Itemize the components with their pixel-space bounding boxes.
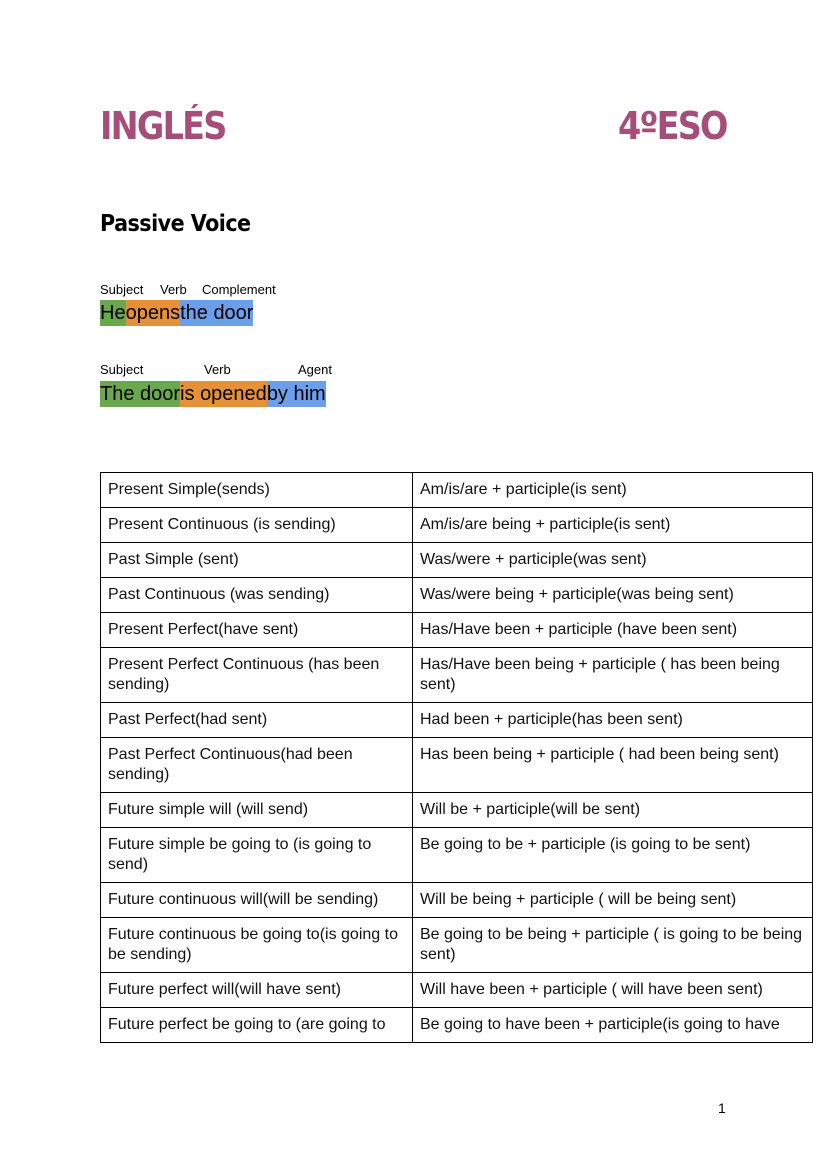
passive-labels	[100, 362, 360, 378]
label-subject: Subject	[100, 362, 144, 377]
passive-form-cell: Be going to be + participle (is going to be sent)	[413, 828, 813, 883]
active-subject: He	[100, 302, 126, 324]
passive-form-cell: Will have been + participle ( will have been sent)	[413, 973, 813, 1008]
passive-form-cell: Has/Have been + participle (have been sent)	[413, 613, 813, 648]
passive-form-cell: Am/is/are + participle(is sent)	[413, 473, 813, 508]
active-tense-cell: Future continuous be going to(is going to be sending)	[101, 918, 413, 973]
table-row	[101, 473, 813, 508]
active-tense-cell: Present Perfect(have sent)	[101, 613, 413, 648]
passive-form-cell: Am/is/are being + participle(is sent)	[413, 508, 813, 543]
table-row	[101, 578, 813, 613]
passive-verb: is opened	[180, 383, 267, 405]
table-row	[101, 738, 813, 793]
table-row	[101, 613, 813, 648]
table-row	[101, 648, 813, 703]
table-row	[101, 543, 813, 578]
active-tense-cell: Future simple be going to (is going to send)	[101, 828, 413, 883]
active-tense-cell: Present Simple(sends)	[101, 473, 413, 508]
active-tense-cell: Past Simple (sent)	[101, 543, 413, 578]
active-tense-cell: Past Continuous (was sending)	[101, 578, 413, 613]
active-tense-cell: Future simple will (will send)	[101, 793, 413, 828]
label-verb: Verb	[160, 282, 187, 297]
table-row	[101, 973, 813, 1008]
passive-form-cell: Will be + participle(will be sent)	[413, 793, 813, 828]
active-tense-cell: Future continuous will(will be sending)	[101, 883, 413, 918]
table-row	[101, 828, 813, 883]
table-row	[101, 918, 813, 973]
label-verb: Verb	[204, 362, 231, 377]
passive-form-cell: Will be being + participle ( will be being sent)	[413, 883, 813, 918]
table-row	[101, 1008, 813, 1043]
label-agent: Agent	[298, 362, 332, 377]
passive-sentence	[100, 381, 326, 407]
table-row	[101, 793, 813, 828]
table-row	[101, 508, 813, 543]
active-complement: the door	[180, 302, 254, 324]
active-tense-cell: Future perfect will(will have sent)	[101, 973, 413, 1008]
passive-form-cell: Was/were being + participle(was being sent)	[413, 578, 813, 613]
active-sentence	[100, 300, 253, 326]
passive-form-cell: Has been being + participle ( had been being sent)	[413, 738, 813, 793]
label-complement: Complement	[202, 282, 276, 297]
passive-subject: The door	[100, 383, 181, 405]
passive-form-cell: Be going to be being + participle ( is going to be being sent)	[413, 918, 813, 973]
active-verb: opens	[125, 302, 181, 324]
active-tense-cell: Present Continuous (is sending)	[101, 508, 413, 543]
active-tense-cell: Past Perfect Continuous(had been sending)	[101, 738, 413, 793]
level-title: 4ºESO	[618, 104, 727, 148]
passive-form-cell: Had been + participle(has been sent)	[413, 703, 813, 738]
passive-form-cell: Was/were + participle(was sent)	[413, 543, 813, 578]
section-heading: Passive Voice	[100, 211, 251, 237]
page-number: 1	[718, 1100, 726, 1116]
passive-form-cell: Be going to have been + participle(is going to have	[413, 1008, 813, 1043]
label-subject: Subject	[100, 282, 144, 297]
tense-table	[100, 472, 813, 1043]
active-labels	[100, 282, 300, 298]
subject-title: INGLÉS	[100, 104, 226, 148]
tense-table-body	[101, 473, 813, 1043]
active-tense-cell: Present Perfect Continuous (has been sending)	[101, 648, 413, 703]
table-row	[101, 883, 813, 918]
table-row	[101, 703, 813, 738]
passive-form-cell: Has/Have been being + participle ( has been being sent)	[413, 648, 813, 703]
passive-agent: by him	[266, 383, 326, 405]
active-tense-cell: Past Perfect(had sent)	[101, 703, 413, 738]
active-tense-cell: Future perfect be going to (are going to	[101, 1008, 413, 1043]
